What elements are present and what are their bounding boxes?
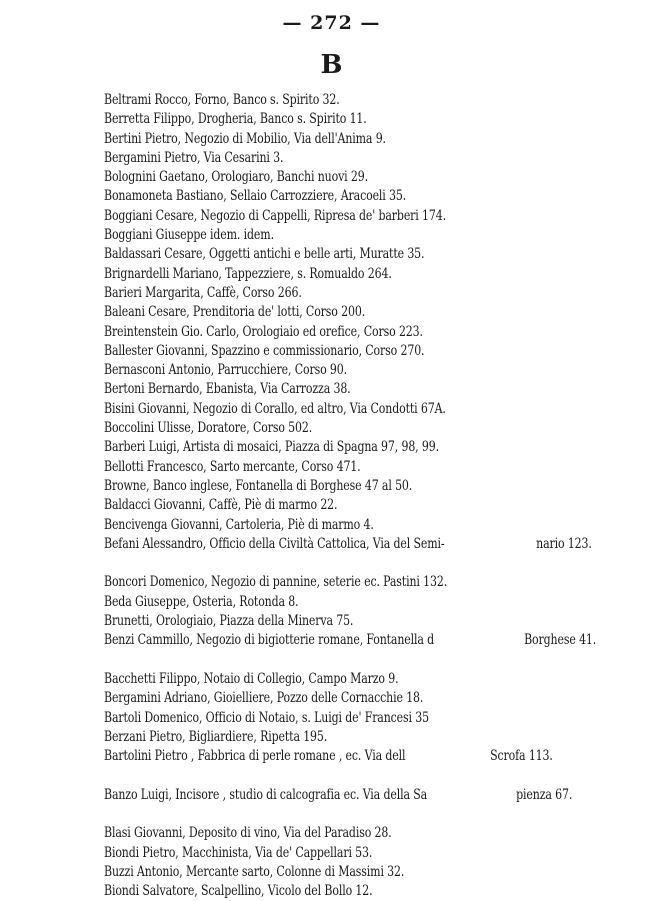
entry-text: Bernasconi Antonio, Parrucchiere, Corso 90. bbox=[104, 362, 347, 379]
entry-text: Bartolini Pietro , Fabbrica di perle romane , ec. Via dell bbox=[104, 748, 406, 765]
entry-text: Bacchetti Filippo, Notaio di Collegio, Campo Marzo 9. bbox=[104, 670, 399, 687]
directory-entry bbox=[104, 303, 656, 322]
directory-entry bbox=[104, 91, 656, 110]
directory-entry bbox=[104, 361, 656, 380]
directory-entry bbox=[104, 516, 656, 535]
entry-text: Breintenstein Gio. Carlo, Orologiaio ed orefice, Corso 223. bbox=[104, 323, 423, 340]
entry-text: Beda Giuseppe, Osteria, Rotonda 8. bbox=[104, 593, 299, 610]
directory-entry bbox=[104, 400, 656, 419]
directory-entry bbox=[104, 786, 656, 825]
directory-entry bbox=[104, 496, 656, 515]
directory-entry bbox=[104, 187, 656, 206]
directory-entry bbox=[104, 130, 656, 149]
entry-text: Boggiani Cesare, Negozio di Cappelli, Ripresa de' barberi 174. bbox=[104, 207, 446, 224]
entry-text: Beltrami Rocco, Forno, Banco s. Spirito 32. bbox=[104, 92, 340, 108]
directory-entry bbox=[104, 670, 656, 689]
entry-text: Berzani Pietro, Bigliardiere, Ripetta 195. bbox=[104, 728, 328, 745]
directory-entry bbox=[104, 342, 656, 361]
directory-entry bbox=[104, 747, 656, 786]
directory-entry bbox=[104, 535, 656, 574]
directory-entry bbox=[104, 149, 656, 168]
entry-text: Biondi Pietro, Macchinista, Via de' Cappellari 53. bbox=[104, 844, 373, 861]
entry-continuation: Scrofa 113. bbox=[490, 748, 554, 765]
entry-continuation: Borghese 41. bbox=[523, 632, 596, 649]
directory-entry bbox=[104, 689, 656, 708]
entry-text: Browne, Banco inglese, Fontanella di Borghese 47 al 50. bbox=[104, 477, 413, 494]
entry-text: Bertini Pietro, Negozio di Mobilio, Via dell'Anima 9. bbox=[104, 130, 386, 147]
directory-entry bbox=[104, 110, 656, 129]
directory-entry bbox=[104, 863, 656, 882]
section-letter: B bbox=[320, 50, 343, 80]
entry-text: Befani Alessandro, Officio della Civiltà Cattolica, Via del Semi- bbox=[104, 535, 445, 552]
entry-text: Boccolini Ulisse, Doratore, Corso 502. bbox=[104, 420, 313, 437]
entry-text: Banzo Luigi, Incisore , studio di calcografia ec. Via della Sa bbox=[104, 786, 428, 803]
directory-entry bbox=[104, 226, 656, 245]
entry-text: Bellotti Francesco, Sarto mercante, Corso 471. bbox=[104, 458, 361, 475]
entry-text: Bisini Giovanni, Negozio di Corallo, ed altro, Via Condotti 67A. bbox=[104, 400, 446, 417]
entry-text: Bolognini Gaetano, Orologiaro, Banchi nuovi 29. bbox=[104, 169, 368, 186]
directory-entry bbox=[104, 612, 656, 631]
entry-text: Berretta Filippo, Drogheria, Banco s. Spirito 11. bbox=[104, 111, 367, 128]
directory-entry bbox=[104, 882, 656, 901]
entry-continuation: pienza 67. bbox=[515, 786, 572, 803]
entry-text: Boncori Domenico, Negozio di pannine, seterie ec. Pastini 132. bbox=[104, 574, 448, 591]
directory-entry bbox=[104, 207, 656, 226]
entry-text: Bertoni Bernardo, Ebanista, Via Carrozza 38. bbox=[104, 381, 351, 398]
directory-entry bbox=[104, 284, 656, 303]
directory-entry bbox=[104, 323, 656, 342]
entry-text: Bencivenga Giovanni, Cartoleria, Piè di marmo 4. bbox=[104, 516, 374, 533]
entry-text: Blasi Giovanni, Deposito di vino, Via del Paradiso 28. bbox=[104, 825, 392, 842]
entry-text: Buzzi Antonio, Mercante sarto, Colonne di Massimi 32. bbox=[104, 863, 405, 880]
entry-text: Benzi Cammillo, Negozio di bigiotterie romane, Fontanella d bbox=[104, 632, 435, 649]
entry-text: Barieri Margarita, Caffè, Corso 266. bbox=[104, 284, 302, 301]
page-number: — 272 — bbox=[282, 12, 381, 34]
entry-text: Barberi Luigi, Artista di mosaici, Piazza di Spagna 97, 98, 99. bbox=[104, 439, 439, 456]
directory-entry bbox=[104, 438, 656, 457]
directory-entry bbox=[104, 477, 656, 496]
directory-entry bbox=[104, 573, 656, 592]
directory-list bbox=[104, 91, 656, 901]
entry-text: Biondi Salvatore, Scalpellino, Vicolo del Bollo 12. bbox=[104, 883, 373, 900]
directory-entry bbox=[104, 419, 656, 438]
entry-text: Bonamoneta Bastiano, Sellaio Carrozziere, Aracoeli 35. bbox=[104, 188, 407, 205]
entry-text: Ballester Giovanni, Spazzino e commissionario, Corso 270. bbox=[104, 342, 425, 359]
directory-entry bbox=[104, 709, 656, 728]
directory-entry bbox=[104, 168, 656, 187]
entry-text: Brunetti, Orologiaio, Piazza della Minerva 75. bbox=[104, 613, 354, 630]
entry-text: Bergamini Adriano, Gioielliere, Pozzo delle Cornacchie 18. bbox=[104, 690, 424, 707]
entry-text: Baldacci Giovanni, Caffè, Piè di marmo 22. bbox=[104, 497, 338, 514]
directory-entry bbox=[104, 631, 656, 670]
entry-continuation: nario 123. bbox=[536, 535, 592, 552]
entry-text: Boggiani Giuseppe idem. idem. bbox=[104, 227, 274, 244]
directory-entry bbox=[104, 458, 656, 477]
directory-entry bbox=[104, 824, 656, 843]
directory-entry bbox=[104, 728, 656, 747]
directory-entry bbox=[104, 245, 656, 264]
directory-entry bbox=[104, 265, 656, 284]
entry-text: Bartoli Domenico, Officio di Notaio, s. Luigi de' Francesi 35 bbox=[104, 709, 429, 726]
directory-entry bbox=[104, 593, 656, 612]
directory-entry bbox=[104, 380, 656, 399]
directory-entry bbox=[104, 844, 656, 863]
entry-text: Baldassari Cesare, Oggetti antichi e belle arti, Muratte 35. bbox=[104, 246, 425, 263]
entry-text: Brignardelli Mariano, Tappezziere, s. Romualdo 264. bbox=[104, 265, 392, 282]
entry-text: Baleani Cesare, Prenditoria de' lotti, Corso 200. bbox=[104, 304, 366, 321]
entry-text: Bergamini Pietro, Via Cesarini 3. bbox=[104, 149, 284, 166]
